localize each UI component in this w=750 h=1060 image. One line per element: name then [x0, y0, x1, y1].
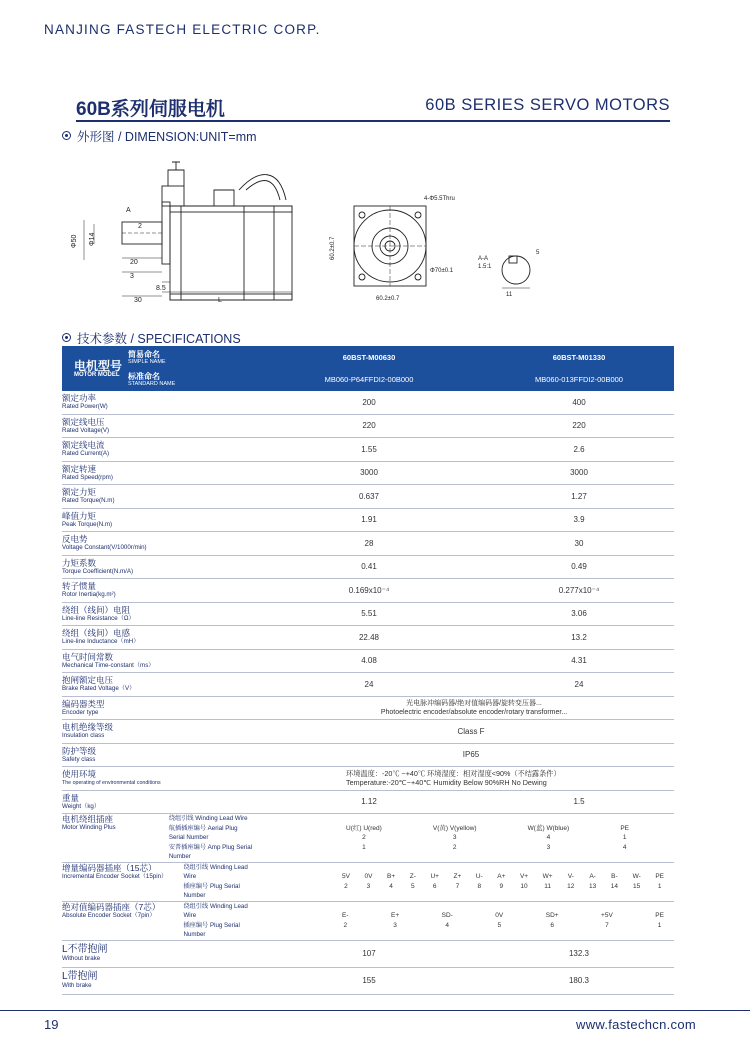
value-col-2: 0.277x10⁻⁴	[484, 579, 674, 603]
value-col-1: 200	[254, 391, 484, 414]
table-row: 反电势 Voltage Constant(V/1000r/min) 28 30	[62, 532, 674, 556]
value-col-2: 13.2	[484, 626, 674, 650]
value-col-1: 0.41	[254, 555, 484, 579]
standard-2: MB060-013FFDI2-00B000	[484, 369, 674, 392]
value-col-1: 5.51	[254, 602, 484, 626]
square-dim-v: 60.2±0.7	[330, 236, 336, 260]
pin-column: U+ 6	[430, 873, 439, 890]
value-col-1: 24	[254, 673, 484, 697]
value-col-1: 4.08	[254, 649, 484, 673]
winding-column: V(黄) V(yellow) 3 2	[432, 824, 477, 851]
sub-label: 安普插座编号 Amp Plug Serial Number	[168, 843, 253, 860]
motor-model-cell: 电机型号 MOTOR MODEL	[62, 346, 128, 391]
pin-column: Z+ 7	[453, 873, 462, 890]
value-col-1: 0.637	[254, 485, 484, 509]
dim-8-5: 8.5	[156, 285, 166, 292]
table-row: 额定线电压 Rated Voltage(V) 220 220	[62, 414, 674, 438]
pin-column: B+ 4	[387, 873, 396, 890]
pin-column: SD+ 6	[545, 912, 559, 929]
spec-rows	[62, 391, 674, 696]
sub-label: 航插插座编号 Aerial Plug Serial Number	[168, 824, 238, 841]
abs-encoder-row: 绝对值编码器插座（7芯） Absolute Encoder Socket（7pin） 绕组引线 Winding Lead Wire 插座编号 Plug Serial Number E- 2 E+ 3 SD- 4 0V 5 SD+ 6 +5V 7 PE 1	[62, 901, 674, 940]
pin-column: 0V 3	[364, 873, 373, 890]
value-col-1: 1.55	[254, 438, 484, 462]
sub-label: 绕组引线 Winding Lead Wire	[183, 863, 248, 880]
company-name: NANJING FASTECH ELECTRIC CORP.	[44, 22, 321, 37]
dim-L: L	[218, 297, 222, 304]
scale-label: 1.5:1	[478, 264, 492, 270]
value-col-1: 28	[254, 532, 484, 556]
section-label: A-A	[478, 256, 489, 262]
value-col-1: 1.91	[254, 508, 484, 532]
value-col-1: 220	[254, 414, 484, 438]
page-number: 19	[44, 1017, 59, 1032]
header-row-standard: 标准命名 STANDARD NAME MB060-P64FFDI2-00B000 MB060-013FFDI2-00B000	[62, 369, 674, 392]
bullet-icon	[62, 333, 71, 342]
sub-label: 插座编号 Plug Serial Number	[183, 921, 240, 938]
value-col-2: 30	[484, 532, 674, 556]
dimension-drawing	[64, 160, 624, 320]
pin-column: E- 2	[342, 912, 349, 929]
side-view	[122, 162, 292, 300]
pin-column: A+ 9	[497, 873, 506, 890]
square-dim-h: 60.2±0.7	[376, 296, 400, 302]
table-row: 电气时间常数 Mechanical Time-constant（ms） 4.08 4.31	[62, 649, 674, 673]
section-mark-a: A	[126, 207, 131, 214]
dim-3: 3	[130, 273, 134, 280]
value-col-1: 3000	[254, 461, 484, 485]
insulation-row: 电机绝缘等级 Insulation class Class F	[62, 720, 674, 744]
footer-divider	[0, 1010, 750, 1011]
value-col-2: 4.31	[484, 649, 674, 673]
page-title-en: 60B SERIES SERVO MOTORS	[425, 96, 670, 114]
table-row: 绕组（线间）电阻 Line-line Resistance（Ω） 5.51 3.06	[62, 602, 674, 626]
pin-column: Z- 5	[409, 873, 416, 890]
website-link[interactable]: www.fastechcn.com	[576, 1017, 696, 1032]
key-dim-5: 5	[536, 250, 540, 256]
dim-30: 30	[134, 297, 142, 304]
pin-column: 5V 2	[342, 873, 350, 890]
table-row: 额定功率 Rated Power(W) 200 400	[62, 391, 674, 414]
winding-column: W(蓝) W(blue) 4 3	[527, 824, 570, 851]
model-2: 60BST-M01330	[484, 346, 674, 369]
key-dim-11: 11	[506, 292, 513, 298]
dim-20: 20	[130, 259, 138, 266]
environment-row: 使用环境 The operating of environmental conditions 环境温度：-20℃ ~+40℃ 环境湿度：相对湿度<90%（不结露条件） Temperature:-20℃~+40℃ Humidity Below 90%RH No Dewing	[62, 767, 674, 791]
page-title-cn: 60B系列伺服电机	[76, 99, 225, 120]
dimension-section-heading: 外形图 / DIMENSION:UNIT=mm	[62, 127, 257, 145]
sub-label: 绕组引线 Winding Lead Wire	[168, 815, 248, 822]
table-row: 抱闸额定电压 Brake Rated Voltage（V） 24 24	[62, 673, 674, 697]
shaft-dim: Φ14	[89, 232, 96, 246]
value-col-2: 220	[484, 414, 674, 438]
spec-table	[62, 346, 674, 995]
pin-column: V- 12	[567, 873, 575, 890]
value-col-2: 3.06	[484, 602, 674, 626]
winding-column: PE 1 4	[620, 824, 629, 851]
table-row: 额定转速 Rated Speed(rpm) 3000 3000	[62, 461, 674, 485]
pilot-dim: Φ50	[71, 234, 78, 248]
model-1: 60BST-M00630	[254, 346, 484, 369]
pin-column: W+ 11	[542, 873, 553, 890]
inc-encoder-row: 增量编码器插座（15芯） Incremental Encoder Socket（15pin） 绕组引线 Winding Lead Wire 插座编号 Plug Serial Number 5V 2 0V 3 B+ 4 Z- 5 U+ 6 Z+ 7 U- 8 A+ 9 V+ 10 W+ 11 V- 12 A- 13 B- 14 W- 15 PE 1	[62, 862, 674, 901]
weight-row: 重量 Weight（kg） 1.12 1.5	[62, 790, 674, 814]
value-col-2: 3000	[484, 461, 674, 485]
value-col-2: 24	[484, 673, 674, 697]
value-col-2: 400	[484, 391, 674, 414]
bullet-icon	[62, 131, 71, 140]
table-row: 力矩系数 Torque Coefficient(N.m/A) 0.41 0.49	[62, 555, 674, 579]
pin-column: PE 1	[655, 873, 664, 890]
value-col-2: 1.27	[484, 485, 674, 509]
standard-1: MB060-P64FFDI2-00B000	[254, 369, 484, 392]
pin-column: E+ 3	[390, 912, 400, 929]
title-divider	[76, 120, 670, 122]
value-col-1: 22.48	[254, 626, 484, 650]
section-view	[502, 256, 530, 288]
front-view	[354, 206, 426, 286]
pin-column: B- 14	[610, 873, 618, 890]
value-col-1: 0.169x10⁻⁴	[254, 579, 484, 603]
winding-row: 电机绕组插座 Motor Winding Plus 绕组引线 Winding Lead Wire 航插插座编号 Aerial Plug Serial Number 安普插座编号 Amp Plug Serial Number U(红) U(red) 2 1 V(黄) V(yellow) 3 2 W(蓝) W(blue) 4 3 PE 1 4	[62, 814, 674, 863]
encoder-row: 编码器类型 Encoder type 光电脉冲编码器/绝对值编码器/旋转变压器... Photoelectric encoder/absolute encoder/rotary transformer...	[62, 696, 674, 720]
pin-column: SD- 4	[441, 912, 453, 929]
l-no-brake-row: L不带抱闸 Without brake 107 132.3	[62, 940, 674, 967]
pin-column: +5V 7	[601, 912, 613, 929]
pin-column: W- 15	[632, 873, 641, 890]
hole-dim: 4-Φ5.5Thru	[424, 196, 455, 202]
pin-column: 0V 5	[495, 912, 504, 929]
l-brake-row: L带抱闸 With brake 155 180.3	[62, 967, 674, 994]
pin-column: U- 8	[475, 873, 483, 890]
value-col-2: 0.49	[484, 555, 674, 579]
table-row: 额定线电流 Rated Current(A) 1.55 2.6	[62, 438, 674, 462]
table-row: 峰值力矩 Peak Torque(N.m) 1.91 3.9	[62, 508, 674, 532]
table-row: 转子惯量 Rotor Inertia(kg.m²) 0.169x10⁻⁴ 0.277x10⁻⁴	[62, 579, 674, 603]
protection-row: 防护等级 Safety class IP65	[62, 743, 674, 767]
header-row-simple: 电机型号 MOTOR MODEL 简易命名 SIMPLE NAME 60BST-M00630 60BST-M01330	[62, 346, 674, 369]
value-col-2: 2.6	[484, 438, 674, 462]
pin-column: PE 1	[655, 912, 664, 929]
pin-column: A- 13	[588, 873, 597, 890]
pcd-dim: Φ70±0.1	[430, 268, 454, 274]
table-row: 额定力矩 Rated Torque(N.m) 0.637 1.27	[62, 485, 674, 509]
sub-label: 插座编号 Plug Serial Number	[183, 882, 240, 899]
value-col-2: 3.9	[484, 508, 674, 532]
table-row: 绕组（线间）电感 Line-line Inductance（mH） 22.48 13.2	[62, 626, 674, 650]
dim-2: 2	[138, 223, 142, 230]
sub-label: 绕组引线 Winding Lead Wire	[183, 902, 248, 919]
specs-section-heading: 技术参数 / SPECIFICATIONS	[62, 329, 241, 347]
winding-column: U(红) U(red) 2 1	[346, 824, 382, 851]
pin-column: V+ 10	[519, 873, 529, 890]
